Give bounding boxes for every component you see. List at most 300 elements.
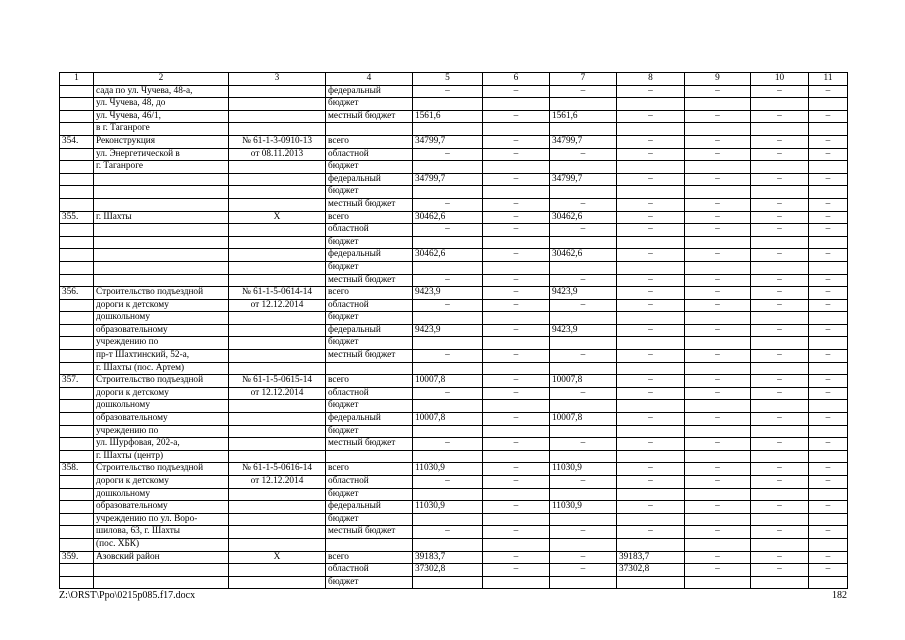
- value-cell: [685, 538, 751, 551]
- table-row: [60, 98, 848, 111]
- value-cell: 37302,8: [413, 564, 483, 577]
- value-cell: –: [751, 476, 809, 489]
- document-cell: от 08.11.2013: [229, 148, 326, 161]
- table-row: [60, 287, 848, 300]
- funding-source-cell: федеральный: [326, 501, 413, 514]
- value-cell: –: [685, 413, 751, 426]
- value-cell: –: [751, 463, 809, 476]
- header-cell: 10: [751, 73, 809, 86]
- document-cell: Х: [229, 551, 326, 564]
- object-name-cell: [94, 249, 229, 262]
- value-cell: [809, 186, 848, 199]
- funding-source-cell: местный бюджет: [326, 526, 413, 539]
- value-cell: [413, 450, 483, 463]
- value-cell: –: [413, 438, 483, 451]
- funding-source-cell: бюджет: [326, 425, 413, 438]
- value-cell: [413, 337, 483, 350]
- row-number-cell: [60, 413, 94, 426]
- table-row: [60, 110, 848, 123]
- value-cell: –: [685, 564, 751, 577]
- value-cell: –: [685, 148, 751, 161]
- value-cell: [413, 312, 483, 325]
- document-cell: [229, 513, 326, 526]
- document-cell: [229, 413, 326, 426]
- funding-source-cell: бюджет: [326, 161, 413, 174]
- value-cell: 37302,8: [617, 564, 685, 577]
- value-cell: 30462,6: [413, 211, 483, 224]
- value-cell: –: [685, 110, 751, 123]
- row-number-cell: [60, 173, 94, 186]
- value-cell: –: [809, 198, 848, 211]
- value-cell: [809, 161, 848, 174]
- table-row: [60, 249, 848, 262]
- row-number-cell: [60, 161, 94, 174]
- funding-source-cell: федеральный: [326, 173, 413, 186]
- table-row: [60, 324, 848, 337]
- value-cell: [483, 400, 550, 413]
- document-cell: от 12.12.2014: [229, 299, 326, 312]
- value-cell: –: [413, 526, 483, 539]
- funding-source-cell: всего: [326, 211, 413, 224]
- value-cell: –: [809, 387, 848, 400]
- value-cell: –: [685, 350, 751, 363]
- header-cell: 6: [483, 73, 550, 86]
- value-cell: 9423,9: [550, 287, 617, 300]
- document-cell: № 61-1-5-0616-14: [229, 463, 326, 476]
- document-cell: [229, 362, 326, 375]
- row-number-cell: [60, 476, 94, 489]
- funding-source-cell: федеральный: [326, 324, 413, 337]
- row-number-cell: [60, 488, 94, 501]
- value-cell: –: [617, 287, 685, 300]
- value-cell: –: [809, 274, 848, 287]
- value-cell: [413, 488, 483, 501]
- value-cell: –: [809, 135, 848, 148]
- value-cell: –: [413, 476, 483, 489]
- value-cell: 10007,8: [413, 375, 483, 388]
- value-cell: [617, 538, 685, 551]
- value-cell: –: [685, 135, 751, 148]
- value-cell: 30462,6: [550, 211, 617, 224]
- value-cell: [483, 186, 550, 199]
- document-cell: [229, 186, 326, 199]
- value-cell: [483, 538, 550, 551]
- value-cell: –: [617, 476, 685, 489]
- value-cell: –: [809, 224, 848, 237]
- value-cell: –: [809, 463, 848, 476]
- value-cell: [483, 312, 550, 325]
- value-cell: 34799,7: [550, 135, 617, 148]
- row-number-cell: [60, 299, 94, 312]
- value-cell: –: [751, 224, 809, 237]
- table-row: [60, 123, 848, 136]
- value-cell: [685, 123, 751, 136]
- funding-source-cell: [326, 123, 413, 136]
- value-cell: –: [483, 135, 550, 148]
- value-cell: –: [809, 551, 848, 564]
- value-cell: –: [685, 324, 751, 337]
- value-cell: [550, 576, 617, 589]
- value-cell: –: [685, 438, 751, 451]
- row-number-cell: [60, 110, 94, 123]
- row-number-cell: 355.: [60, 211, 94, 224]
- value-cell: –: [483, 299, 550, 312]
- funding-source-cell: местный бюджет: [326, 274, 413, 287]
- document-cell: [229, 324, 326, 337]
- value-cell: –: [751, 148, 809, 161]
- value-cell: [483, 513, 550, 526]
- value-cell: [483, 450, 550, 463]
- value-cell: 9423,9: [550, 324, 617, 337]
- value-cell: [413, 425, 483, 438]
- funding-source-cell: бюджет: [326, 488, 413, 501]
- document-cell: [229, 98, 326, 111]
- value-cell: [685, 261, 751, 274]
- value-cell: –: [809, 438, 848, 451]
- row-number-cell: [60, 450, 94, 463]
- funding-source-cell: всего: [326, 551, 413, 564]
- table-row: [60, 148, 848, 161]
- document-cell: № 61-1-5-0615-14: [229, 375, 326, 388]
- header-cell: 7: [550, 73, 617, 86]
- value-cell: –: [617, 148, 685, 161]
- value-cell: [809, 425, 848, 438]
- value-cell: –: [483, 224, 550, 237]
- document-cell: [229, 538, 326, 551]
- row-number-cell: [60, 425, 94, 438]
- object-name-cell: [94, 173, 229, 186]
- value-cell: [751, 400, 809, 413]
- object-name-cell: ул. Чучева, 48, до: [94, 98, 229, 111]
- value-cell: –: [751, 350, 809, 363]
- row-number-cell: [60, 186, 94, 199]
- value-cell: –: [751, 324, 809, 337]
- value-cell: [685, 513, 751, 526]
- table-row: [60, 85, 848, 98]
- header-cell: 11: [809, 73, 848, 86]
- funding-source-cell: областной: [326, 476, 413, 489]
- value-cell: –: [483, 274, 550, 287]
- value-cell: 34799,7: [413, 135, 483, 148]
- value-cell: –: [550, 198, 617, 211]
- value-cell: 11030,9: [550, 463, 617, 476]
- funding-source-cell: бюджет: [326, 576, 413, 589]
- value-cell: [617, 450, 685, 463]
- value-cell: –: [685, 551, 751, 564]
- table-row: [60, 400, 848, 413]
- value-cell: –: [685, 274, 751, 287]
- value-cell: [483, 161, 550, 174]
- value-cell: –: [483, 501, 550, 514]
- row-number-cell: [60, 362, 94, 375]
- value-cell: –: [685, 299, 751, 312]
- value-cell: –: [751, 526, 809, 539]
- value-cell: –: [483, 564, 550, 577]
- header-cell: 5: [413, 73, 483, 86]
- header-cell: 1: [60, 73, 94, 86]
- value-cell: [413, 576, 483, 589]
- value-cell: [550, 538, 617, 551]
- value-cell: –: [550, 274, 617, 287]
- object-name-cell: дороги к детскому: [94, 387, 229, 400]
- funding-source-cell: федеральный: [326, 413, 413, 426]
- value-cell: –: [483, 526, 550, 539]
- document-cell: [229, 350, 326, 363]
- value-cell: –: [483, 249, 550, 262]
- value-cell: [550, 362, 617, 375]
- value-cell: –: [685, 501, 751, 514]
- value-cell: [685, 98, 751, 111]
- value-cell: [550, 236, 617, 249]
- object-name-cell: [94, 564, 229, 577]
- object-name-cell: дошкольному: [94, 312, 229, 325]
- row-number-cell: [60, 564, 94, 577]
- header-cell: 4: [326, 73, 413, 86]
- object-name-cell: г. Шахты (пос. Артем): [94, 362, 229, 375]
- table-row: [60, 375, 848, 388]
- object-name-cell: дороги к детскому: [94, 476, 229, 489]
- value-cell: [483, 362, 550, 375]
- document-cell: [229, 564, 326, 577]
- funding-source-cell: бюджет: [326, 513, 413, 526]
- value-cell: –: [550, 299, 617, 312]
- row-number-cell: [60, 312, 94, 325]
- funding-source-cell: областной: [326, 387, 413, 400]
- funding-source-cell: федеральный: [326, 85, 413, 98]
- value-cell: –: [751, 135, 809, 148]
- funding-source-cell: всего: [326, 135, 413, 148]
- value-cell: [809, 337, 848, 350]
- value-cell: –: [809, 173, 848, 186]
- table-row: [60, 173, 848, 186]
- value-cell: [413, 123, 483, 136]
- value-cell: [617, 123, 685, 136]
- table-row: [60, 224, 848, 237]
- value-cell: [809, 236, 848, 249]
- value-cell: –: [550, 350, 617, 363]
- table-row: [60, 337, 848, 350]
- value-cell: –: [413, 198, 483, 211]
- document-cell: № 61-1-5-0614-14: [229, 287, 326, 300]
- table-row: [60, 362, 848, 375]
- table-row: [60, 261, 848, 274]
- value-cell: [751, 362, 809, 375]
- table-row: [60, 186, 848, 199]
- object-name-cell: сада по ул. Чучева, 48-а,: [94, 85, 229, 98]
- value-cell: –: [550, 85, 617, 98]
- object-name-cell: Азовский район: [94, 551, 229, 564]
- value-cell: –: [751, 564, 809, 577]
- table-header-row: [60, 73, 848, 86]
- value-cell: –: [809, 375, 848, 388]
- table-row: [60, 576, 848, 589]
- value-cell: [751, 450, 809, 463]
- value-cell: [550, 186, 617, 199]
- value-cell: –: [483, 375, 550, 388]
- table-row: [60, 312, 848, 325]
- value-cell: [751, 236, 809, 249]
- object-name-cell: образовательному: [94, 501, 229, 514]
- row-number-cell: [60, 236, 94, 249]
- value-cell: [617, 425, 685, 438]
- value-cell: [550, 261, 617, 274]
- document-cell: [229, 400, 326, 413]
- value-cell: –: [617, 211, 685, 224]
- value-cell: [483, 488, 550, 501]
- value-cell: –: [550, 148, 617, 161]
- table-row: [60, 488, 848, 501]
- object-name-cell: учреждению по: [94, 337, 229, 350]
- value-cell: –: [483, 438, 550, 451]
- value-cell: [617, 576, 685, 589]
- value-cell: –: [685, 224, 751, 237]
- value-cell: –: [751, 438, 809, 451]
- value-cell: [483, 236, 550, 249]
- value-cell: –: [550, 387, 617, 400]
- value-cell: [550, 312, 617, 325]
- row-number-cell: [60, 538, 94, 551]
- value-cell: –: [685, 287, 751, 300]
- document-cell: [229, 224, 326, 237]
- funding-source-cell: бюджет: [326, 236, 413, 249]
- value-cell: –: [550, 224, 617, 237]
- value-cell: –: [617, 299, 685, 312]
- document-cell: [229, 501, 326, 514]
- value-cell: [483, 425, 550, 438]
- footer-file-path: Z:\ORST\Ppo\0215p085.f17.docx: [59, 590, 196, 601]
- value-cell: [617, 161, 685, 174]
- value-cell: –: [617, 274, 685, 287]
- value-cell: [809, 362, 848, 375]
- row-number-cell: [60, 576, 94, 589]
- document-cell: [229, 450, 326, 463]
- object-name-cell: [94, 186, 229, 199]
- document-cell: [229, 312, 326, 325]
- value-cell: –: [751, 110, 809, 123]
- value-cell: [550, 98, 617, 111]
- value-cell: –: [413, 85, 483, 98]
- value-cell: [483, 576, 550, 589]
- table-row: [60, 513, 848, 526]
- value-cell: [550, 425, 617, 438]
- value-cell: [751, 261, 809, 274]
- value-cell: [809, 488, 848, 501]
- value-cell: –: [809, 287, 848, 300]
- value-cell: [685, 161, 751, 174]
- value-cell: 34799,7: [550, 173, 617, 186]
- document-cell: [229, 249, 326, 262]
- value-cell: [617, 362, 685, 375]
- object-name-cell: ул. Чучева, 46/1,: [94, 110, 229, 123]
- value-cell: –: [685, 198, 751, 211]
- value-cell: –: [483, 85, 550, 98]
- value-cell: [809, 576, 848, 589]
- table-row: [60, 211, 848, 224]
- object-name-cell: [94, 236, 229, 249]
- row-number-cell: 359.: [60, 551, 94, 564]
- document-cell: [229, 526, 326, 539]
- object-name-cell: Реконструкция: [94, 135, 229, 148]
- document-cell: от 12.12.2014: [229, 387, 326, 400]
- object-name-cell: Строительство подъездной: [94, 375, 229, 388]
- value-cell: –: [483, 198, 550, 211]
- funding-source-cell: всего: [326, 375, 413, 388]
- value-cell: [685, 236, 751, 249]
- funding-source-cell: местный бюджет: [326, 110, 413, 123]
- value-cell: 30462,6: [550, 249, 617, 262]
- header-cell: 8: [617, 73, 685, 86]
- value-cell: –: [809, 476, 848, 489]
- value-cell: [809, 538, 848, 551]
- value-cell: [413, 362, 483, 375]
- value-cell: –: [483, 110, 550, 123]
- value-cell: –: [413, 148, 483, 161]
- object-name-cell: [94, 261, 229, 274]
- value-cell: –: [751, 299, 809, 312]
- value-cell: –: [685, 463, 751, 476]
- object-name-cell: образовательному: [94, 324, 229, 337]
- object-name-cell: дороги к детскому: [94, 299, 229, 312]
- table-row: [60, 236, 848, 249]
- value-cell: 1561,6: [550, 110, 617, 123]
- value-cell: –: [809, 350, 848, 363]
- funding-source-cell: областной: [326, 564, 413, 577]
- value-cell: 1561,6: [413, 110, 483, 123]
- value-cell: –: [685, 526, 751, 539]
- funding-source-cell: всего: [326, 287, 413, 300]
- funding-source-cell: бюджет: [326, 261, 413, 274]
- value-cell: 10007,8: [550, 375, 617, 388]
- value-cell: [550, 337, 617, 350]
- row-number-cell: 358.: [60, 463, 94, 476]
- value-cell: [809, 123, 848, 136]
- value-cell: [483, 261, 550, 274]
- value-cell: –: [617, 173, 685, 186]
- value-cell: –: [413, 299, 483, 312]
- object-name-cell: учреждению по: [94, 425, 229, 438]
- value-cell: –: [413, 274, 483, 287]
- value-cell: –: [751, 287, 809, 300]
- value-cell: –: [685, 173, 751, 186]
- table-row: [60, 538, 848, 551]
- document-cell: [229, 488, 326, 501]
- value-cell: [809, 513, 848, 526]
- object-name-cell: дошкольному: [94, 488, 229, 501]
- value-cell: –: [483, 413, 550, 426]
- value-cell: [809, 312, 848, 325]
- value-cell: [413, 161, 483, 174]
- row-number-cell: [60, 400, 94, 413]
- value-cell: [751, 488, 809, 501]
- object-name-cell: шилова, 63, г. Шахты: [94, 526, 229, 539]
- document-cell: [229, 198, 326, 211]
- value-cell: [751, 337, 809, 350]
- funding-source-cell: бюджет: [326, 400, 413, 413]
- value-cell: [550, 400, 617, 413]
- value-cell: –: [413, 224, 483, 237]
- value-cell: –: [413, 350, 483, 363]
- row-number-cell: [60, 85, 94, 98]
- funding-source-cell: [326, 538, 413, 551]
- value-cell: 11030,9: [413, 463, 483, 476]
- value-cell: 11030,9: [550, 501, 617, 514]
- value-cell: [685, 186, 751, 199]
- table-row: [60, 299, 848, 312]
- value-cell: –: [617, 324, 685, 337]
- value-cell: [751, 123, 809, 136]
- value-cell: –: [483, 148, 550, 161]
- value-cell: –: [809, 299, 848, 312]
